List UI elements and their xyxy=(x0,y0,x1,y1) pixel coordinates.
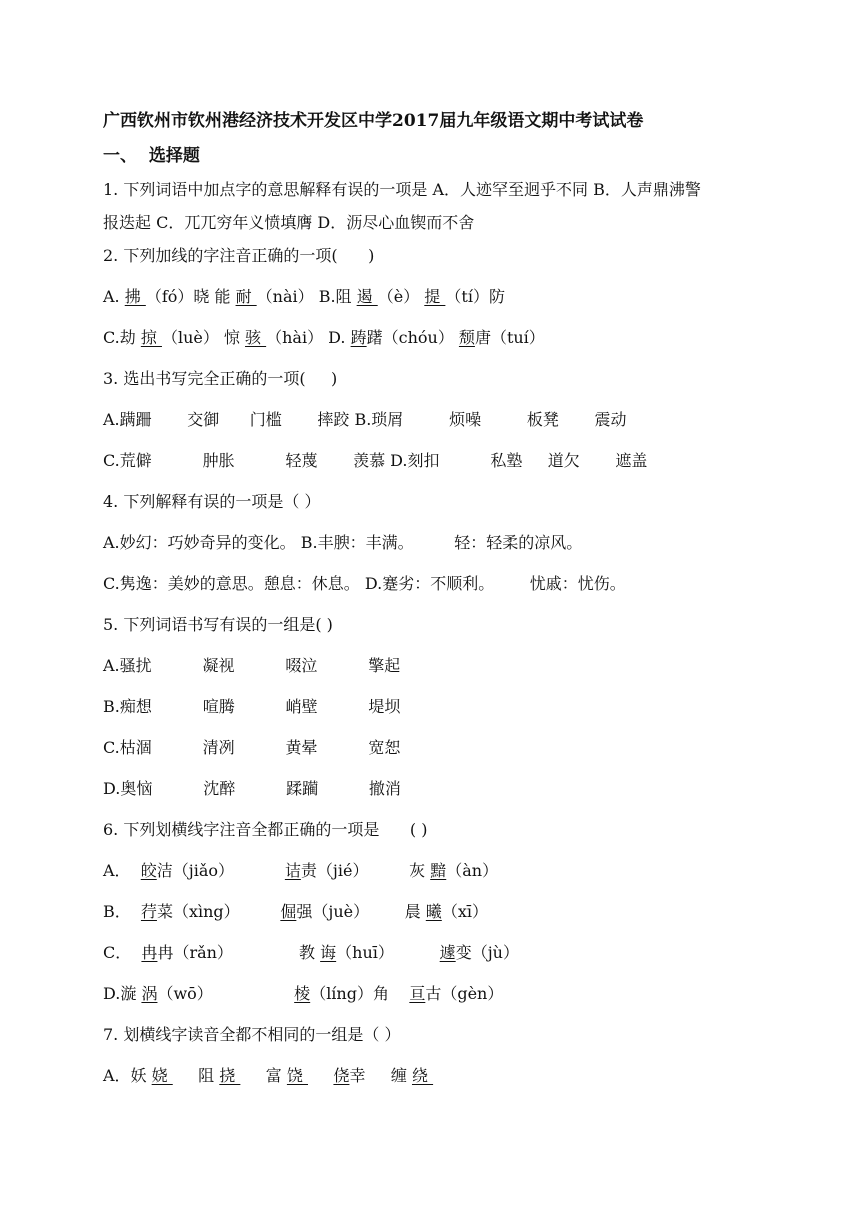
option-text: A．妖 xyxy=(103,1066,152,1085)
question-3-option-cd: C.荒僻 肿胀 轻蔑 羡慕 D.刻扣 私塾 道欠 遮盖 xyxy=(103,451,648,470)
underlined-char: 亘 xyxy=(409,984,426,1003)
option-text: B． xyxy=(103,902,141,921)
option-text: A. xyxy=(103,287,125,306)
question-7-option-a xyxy=(103,1066,433,1088)
underlined-char: 颓 xyxy=(458,328,475,347)
option-text: （luè） 惊 xyxy=(161,328,246,347)
option-text: （fó）晓 能 xyxy=(145,287,236,306)
underlined-char: 提 xyxy=(424,287,446,306)
underlined-char: 倔 xyxy=(280,902,297,921)
underlined-char: 皎 xyxy=(140,861,157,880)
option-text: （wō） xyxy=(157,984,295,1003)
question-6-option-a xyxy=(103,861,498,883)
option-text: A． xyxy=(103,861,141,880)
question-5-stem: 5. 下列词语书写有误的一组是( ) xyxy=(103,615,333,634)
option-text: 冉（rǎn） 教 xyxy=(157,943,321,962)
option-text: 变（jù） xyxy=(455,943,519,962)
underlined-char: 诲 xyxy=(320,943,337,962)
underlined-char: 拂 xyxy=(124,287,146,306)
underlined-char: 冉 xyxy=(141,943,158,962)
option-text: 躇（chóu） xyxy=(366,328,459,347)
question-4-stem: 4. 下列解释有误的一项是（ ） xyxy=(103,492,321,511)
underlined-char: 涡 xyxy=(141,984,158,1003)
option-text: 富 xyxy=(240,1066,287,1085)
question-2-option-ab xyxy=(103,287,505,309)
question-2-stem: 2. 下列加线的字注音正确的一项( ) xyxy=(103,246,375,265)
option-text: （hài） D. xyxy=(266,328,351,347)
underlined-char: 棱 xyxy=(294,984,311,1003)
underlined-char: 黯 xyxy=(430,861,447,880)
option-text xyxy=(308,1066,333,1085)
option-text: （nài） B.阻 xyxy=(256,287,357,306)
option-text: （è） xyxy=(377,287,425,306)
underlined-char: 遏 xyxy=(356,287,378,306)
question-6-stem: 6. 下列划横线字注音全都正确的一项是 ( ) xyxy=(103,820,428,839)
underlined-char: 挠 xyxy=(219,1066,241,1085)
underlined-char: 侥 xyxy=(333,1066,350,1085)
underlined-char: 掠 xyxy=(140,328,162,347)
underlined-char: 娆 xyxy=(151,1066,173,1085)
underlined-char: 耐 xyxy=(235,287,257,306)
underlined-char: 诘 xyxy=(284,861,301,880)
question-3-stem: 3. 选出书写完全正确的一项( ) xyxy=(103,369,338,388)
option-text: 幸 缠 xyxy=(349,1066,412,1085)
option-text: （àn） xyxy=(446,861,499,880)
option-text: 唐（tuí） xyxy=(474,328,545,347)
option-text: （huī） xyxy=(336,943,440,962)
question-6-option-d xyxy=(103,984,503,1006)
option-text: C． xyxy=(103,943,142,962)
question-6-option-c xyxy=(103,943,519,965)
underlined-char: 绕 xyxy=(411,1066,434,1085)
question-4-option-ab: A.妙幻：巧妙奇异的变化。 B.丰腴：丰满。 轻：轻柔的凉风。 xyxy=(103,533,583,552)
question-1-line-2: 报迭起 C．兀兀穷年义愤填膺 D．沥尽心血锲而不舍 xyxy=(103,213,475,232)
underlined-char: 踌 xyxy=(350,328,367,347)
option-text: C.劫 xyxy=(103,328,141,347)
exam-title: 广西钦州市钦州港经济技术开发区中学2017届九年级语文期中考试试卷 xyxy=(103,111,644,131)
option-text: 洁（jiǎo） xyxy=(156,861,285,880)
option-text: 阻 xyxy=(172,1066,220,1085)
question-5-option-d: D.奥恼 沈醉 蹂躏 撤消 xyxy=(103,779,401,798)
question-1-line-1: 1. 下列词语中加点字的意思解释有误的一项是 A．人迹罕至迥乎不同 B．人声鼎沸警 xyxy=(103,180,701,199)
question-5-option-b: B.痴想 喧腾 峭壁 堤坝 xyxy=(103,697,401,716)
underlined-char: 饶 xyxy=(286,1066,308,1085)
option-text: 责（jié） 灰 xyxy=(300,861,431,880)
underlined-char: 荇 xyxy=(140,902,157,921)
question-4-option-cd: C.隽逸：美妙的意思。憩息：休息。 D.蹇劣：不顺利。 忧戚：忧伤。 xyxy=(103,574,626,593)
option-text: （líng）角 xyxy=(310,984,410,1003)
option-text: 菜（xìng） xyxy=(156,902,281,921)
option-text: （tí）防 xyxy=(445,287,505,306)
option-text: D.漩 xyxy=(103,984,142,1003)
option-text: 古（gèn） xyxy=(425,984,504,1003)
question-5-option-c: C.枯涸 清冽 黄晕 宽恕 xyxy=(103,738,401,757)
underlined-char: 骇 xyxy=(245,328,267,347)
question-6-option-b xyxy=(103,902,488,924)
option-text: （xī） xyxy=(441,902,488,921)
underlined-char: 遽 xyxy=(439,943,456,962)
question-7-stem: 7. 划横线字读音全都不相同的一组是（ ） xyxy=(103,1025,401,1044)
question-3-option-ab: A.蹒跚 交御 门槛 摔跤 B.琐屑 烦噪 板凳 震动 xyxy=(103,410,627,429)
question-2-option-cd xyxy=(103,328,545,350)
section-heading-choice: 一、 选择题 xyxy=(103,146,200,166)
underlined-char: 曦 xyxy=(425,902,442,921)
option-text: 强（juè） 晨 xyxy=(296,902,426,921)
question-5-option-a: A.骚扰 凝视 啜泣 擎起 xyxy=(103,656,401,675)
